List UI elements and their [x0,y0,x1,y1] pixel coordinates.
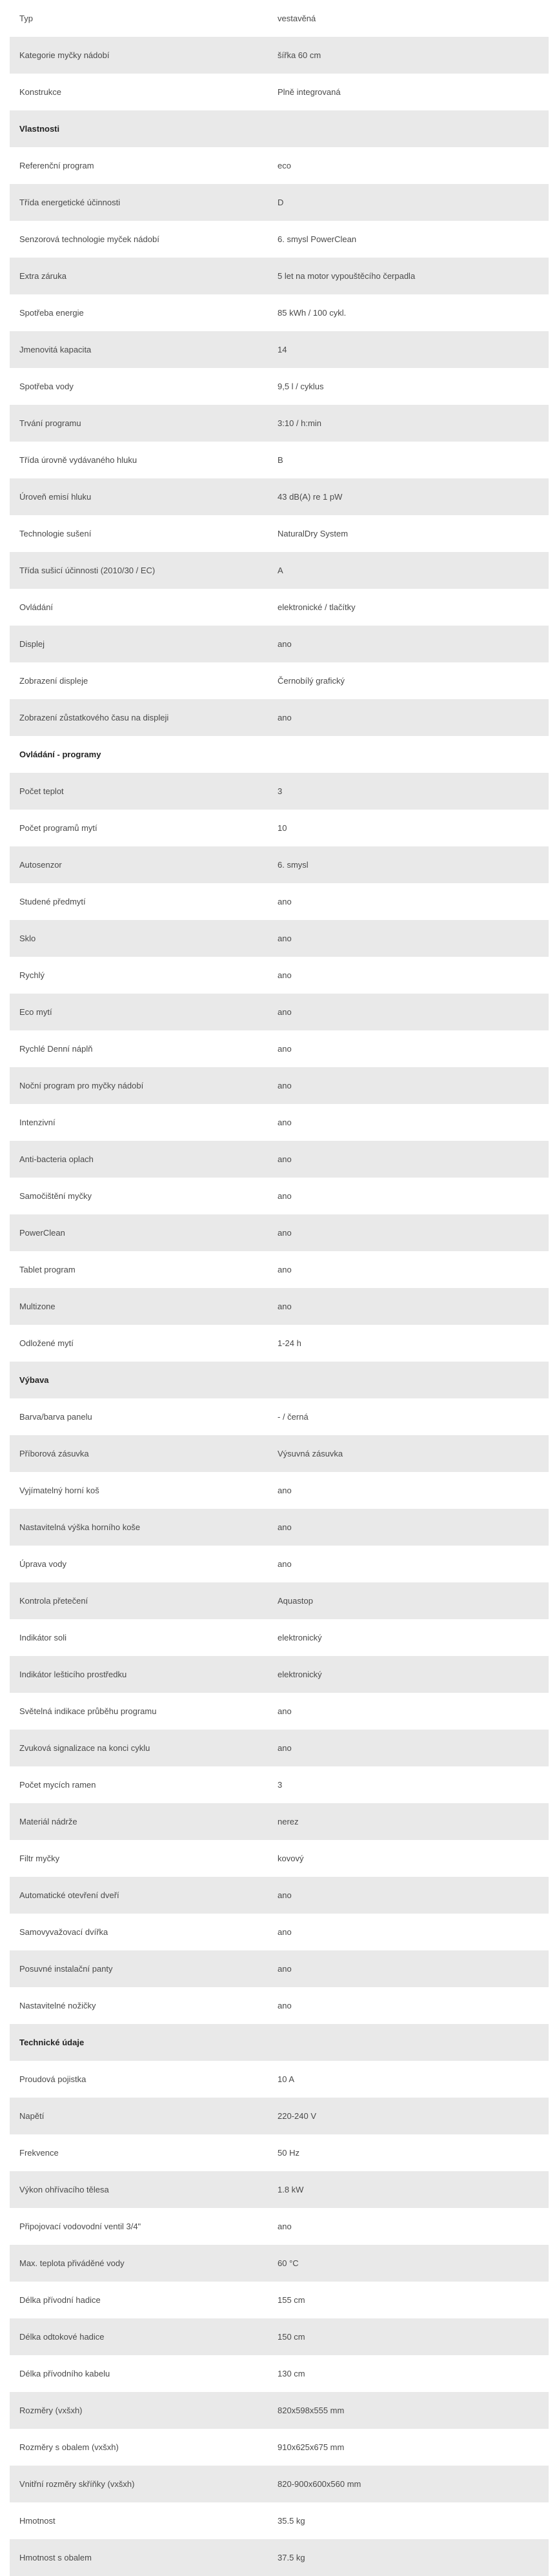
spec-label: Rozměry s obalem (vxšxh) [19,2442,119,2452]
spec-row [10,331,549,368]
spec-value: elektronické / tlačítky [278,602,356,612]
spec-row [10,515,549,552]
spec-value: A [278,566,283,575]
spec-row [10,1803,549,1840]
spec-value: 220-240 V [278,2111,316,2121]
spec-label: Nastavitelné nožičky [19,2001,96,2010]
spec-value: ano [278,1044,292,1054]
spec-row [10,2208,549,2245]
spec-label: Výkon ohřívacího tělesa [19,2185,109,2194]
spec-value: ano [278,1890,292,1900]
spec-value: ano [278,1081,292,1090]
spec-label: Nastavitelná výška horního koše [19,1522,141,1532]
spec-label: Noční program pro myčky nádobí [19,1081,144,1090]
spec-row [10,589,549,626]
spec-label: Zvuková signalizace na konci cyklu [19,1743,150,1753]
section-title: Ovládání - programy [19,750,101,759]
spec-row [10,699,549,736]
spec-value: elektronický [278,1633,322,1642]
spec-row [10,221,549,258]
spec-value: ano [278,1522,292,1532]
spec-value: ano [278,1154,292,1164]
spec-label: Rychlé Denní náplň [19,1044,93,1054]
spec-row [10,1509,549,1546]
spec-label: Jmenovitá kapacita [19,345,92,354]
spec-value: ano [278,1228,292,1238]
spec-value: 820-900x600x560 mm [278,2479,361,2489]
spec-row [10,1582,549,1619]
spec-row [10,1987,549,2024]
spec-value: Plně integrovaná [278,87,341,97]
spec-label: Proudová pojistka [19,2074,86,2084]
section-header-row [10,736,549,773]
spec-label: Počet programů mytí [19,823,97,833]
spec-row [10,1840,549,1877]
spec-value: 5 let na motor vypouštěcího čerpadla [278,271,416,281]
spec-label: Kontrola přetečení [19,1596,88,1606]
spec-value: ano [278,1486,292,1495]
spec-value: 1-24 h [278,1338,301,1348]
spec-row [10,1766,549,1803]
spec-row [10,662,549,699]
spec-value: ano [278,934,292,943]
spec-row [10,74,549,110]
spec-row [10,1030,549,1067]
spec-value: 35.5 kg [278,2516,305,2526]
spec-label: Indikátor lešticího prostředku [19,1670,127,1679]
spec-label: Délka přívodního kabelu [19,2369,110,2378]
spec-value: 910x625x675 mm [278,2442,345,2452]
spec-label: Tablet program [19,1265,76,1274]
spec-row [10,258,549,294]
spec-label: Referenční program [19,161,94,170]
spec-label: Samovyvažovací dvířka [19,1927,108,1937]
spec-value: 155 cm [278,2295,305,2305]
spec-label: PowerClean [19,1228,65,1238]
spec-label: Třída energetické účinnosti [19,198,121,207]
spec-label: Odložené mytí [19,1338,74,1348]
spec-value: Aquastop [278,1596,313,1606]
spec-row [10,2061,549,2098]
spec-value: 3:10 / h:min [278,418,321,428]
spec-row [10,1950,549,1987]
spec-label: Spotřeba energie [19,308,84,318]
spec-value: ano [278,1118,292,1127]
spec-value: Výsuvná zásuvka [278,1449,343,1458]
spec-label: Displej [19,639,45,649]
spec-value: vestavěná [278,14,316,23]
spec-row [10,2245,549,2282]
spec-label: Vyjímatelný horní koš [19,1486,99,1495]
spec-value: ano [278,897,292,906]
spec-row [10,294,549,331]
spec-value: 150 cm [278,2332,305,2342]
spec-label: Automatické otevření dveří [19,1890,119,1900]
spec-label: Ovládání [19,602,54,612]
spec-label: Příborová zásuvka [19,1449,89,1458]
spec-label: Spotřeba vody [19,382,74,391]
spec-value: ano [278,970,292,980]
spec-label: Rychlý [19,970,45,980]
spec-value: elektronický [278,1670,322,1679]
spec-label: Kategorie myčky nádobí [19,50,110,60]
section-title: Technické údaje [19,2038,85,2047]
spec-row [10,1104,549,1141]
spec-label: Filtr myčky [19,1854,60,1863]
spec-row [10,920,549,957]
spec-label: Napětí [19,2111,45,2121]
spec-label: Frekvence [19,2148,59,2158]
spec-value: ano [278,1559,292,1569]
spec-label: Úroveň emisí hluku [19,492,92,502]
spec-row [10,442,549,478]
spec-row [10,2392,549,2429]
spec-value: ano [278,1964,292,1974]
spec-label: Extra záruka [19,271,66,281]
spec-row [10,552,549,589]
spec-row [10,1435,549,1472]
spec-row [10,1325,549,1362]
spec-value: 50 Hz [278,2148,299,2158]
spec-row [10,0,549,37]
spec-row [10,1398,549,1435]
spec-value: NaturalDry System [278,529,349,538]
spec-row [10,37,549,74]
spec-label: Třída sušicí účinnosti (2010/30 / EC) [19,566,156,575]
spec-row [10,2466,549,2502]
spec-value: 3 [278,786,283,796]
spec-value: ano [278,1007,292,1017]
spec-row [10,1546,549,1582]
spec-value: ano [278,2222,292,2231]
spec-value: 60 °C [278,2258,299,2268]
spec-label: Studené předmytí [19,897,86,906]
spec-label: Senzorová technologie myček nádobí [19,234,159,244]
spec-label: Vnitřní rozměry skříňky (vxšxh) [19,2479,135,2489]
spec-value: - / černá [278,1412,309,1422]
spec-row [10,405,549,442]
spec-value: ano [278,1302,292,1311]
spec-row [10,957,549,994]
spec-row [10,2355,549,2392]
spec-row [10,147,549,184]
spec-value: 85 kWh / 100 cykl. [278,308,347,318]
spec-value: ano [278,1191,292,1201]
spec-value: ano [278,1706,292,1716]
spec-row [10,1214,549,1251]
spec-label: Sklo [19,934,36,943]
spec-label: Délka přívodní hadice [19,2295,101,2305]
spec-value: 1.8 kW [278,2185,304,2194]
spec-table [10,0,549,2576]
spec-row [10,1619,549,1656]
spec-label: Rozměry (vxšxh) [19,2406,83,2415]
spec-row [10,1877,549,1914]
spec-row [10,1914,549,1950]
spec-row [10,368,549,405]
spec-label: Konstrukce [19,87,62,97]
spec-label: Barva/barva panelu [19,1412,92,1422]
spec-value: 6. smysl PowerClean [278,234,357,244]
spec-row [10,2539,549,2576]
spec-row [10,2318,549,2355]
spec-label: Indikátor soli [19,1633,66,1642]
spec-label: Multizone [19,1302,56,1311]
spec-value: kovový [278,1854,304,1863]
spec-value: ano [278,1265,292,1274]
spec-row [10,2502,549,2539]
spec-row [10,883,549,920]
spec-label: Intenzivní [19,1118,56,1127]
spec-row [10,2429,549,2466]
spec-label: Zobrazení zůstatkového času na displeji [19,713,169,722]
spec-label: Počet mycích ramen [19,1780,96,1790]
spec-value: 6. smysl [278,860,309,870]
spec-row [10,1656,549,1693]
spec-row [10,1141,549,1178]
spec-label: Materiál nádrže [19,1817,77,1826]
spec-label: Světelná indikace průběhu programu [19,1706,157,1716]
spec-row [10,2171,549,2208]
section-title: Výbava [19,1375,49,1385]
spec-value: 820x598x555 mm [278,2406,345,2415]
spec-label: Třída úrovně vydávaného hluku [19,455,137,465]
spec-row [10,1472,549,1509]
spec-label: Max. teplota přiváděné vody [19,2258,125,2268]
spec-value: Černobílý grafický [278,676,345,686]
spec-row [10,2098,549,2134]
spec-row [10,2282,549,2318]
spec-row [10,1251,549,1288]
spec-value: ano [278,2001,292,2010]
spec-row [10,1067,549,1104]
section-title: Vlastnosti [19,124,60,134]
spec-label: Počet teplot [19,786,64,796]
spec-value: 14 [278,345,287,354]
spec-label: Eco mytí [19,1007,52,1017]
section-header-row [10,1362,549,1398]
spec-value: nerez [278,1817,299,1826]
spec-value: ano [278,1927,292,1937]
spec-label: Zobrazení displeje [19,676,88,686]
spec-label: Samočištění myčky [19,1191,92,1201]
section-header-row [10,110,549,147]
spec-row [10,773,549,810]
spec-label: Hmotnost s obalem [19,2553,92,2562]
spec-value: D [278,198,284,207]
spec-row [10,1288,549,1325]
spec-row [10,810,549,846]
spec-row [10,2134,549,2171]
spec-label: Posuvné instalační panty [19,1964,113,1974]
spec-value: 130 cm [278,2369,305,2378]
spec-value: 10 A [278,2074,295,2084]
spec-value: eco [278,161,291,170]
spec-row [10,1178,549,1214]
spec-row [10,846,549,883]
spec-value: ano [278,639,292,649]
spec-label: Typ [19,14,33,23]
spec-label: Připojovací vodovodní ventil 3/4" [19,2222,141,2231]
spec-value: 9,5 l / cyklus [278,382,324,391]
spec-value: 37.5 kg [278,2553,305,2562]
spec-value: ano [278,1743,292,1753]
spec-row [10,1693,549,1730]
spec-row [10,994,549,1030]
spec-row [10,184,549,221]
spec-row [10,1730,549,1766]
spec-row [10,626,549,662]
spec-value: B [278,455,283,465]
spec-label: Trvání programu [19,418,81,428]
spec-label: Anti-bacteria oplach [19,1154,94,1164]
spec-label: Hmotnost [19,2516,56,2526]
spec-label: Úprava vody [19,1559,66,1569]
spec-row [10,478,549,515]
section-header-row [10,2024,549,2061]
spec-label: Autosenzor [19,860,62,870]
spec-label: Technologie sušení [19,529,92,538]
spec-label: Délka odtokové hadice [19,2332,105,2342]
spec-value: šířka 60 cm [278,50,321,60]
spec-value: 10 [278,823,287,833]
spec-value: ano [278,713,292,722]
spec-value: 43 dB(A) re 1 pW [278,492,343,502]
spec-value: 3 [278,1780,283,1790]
